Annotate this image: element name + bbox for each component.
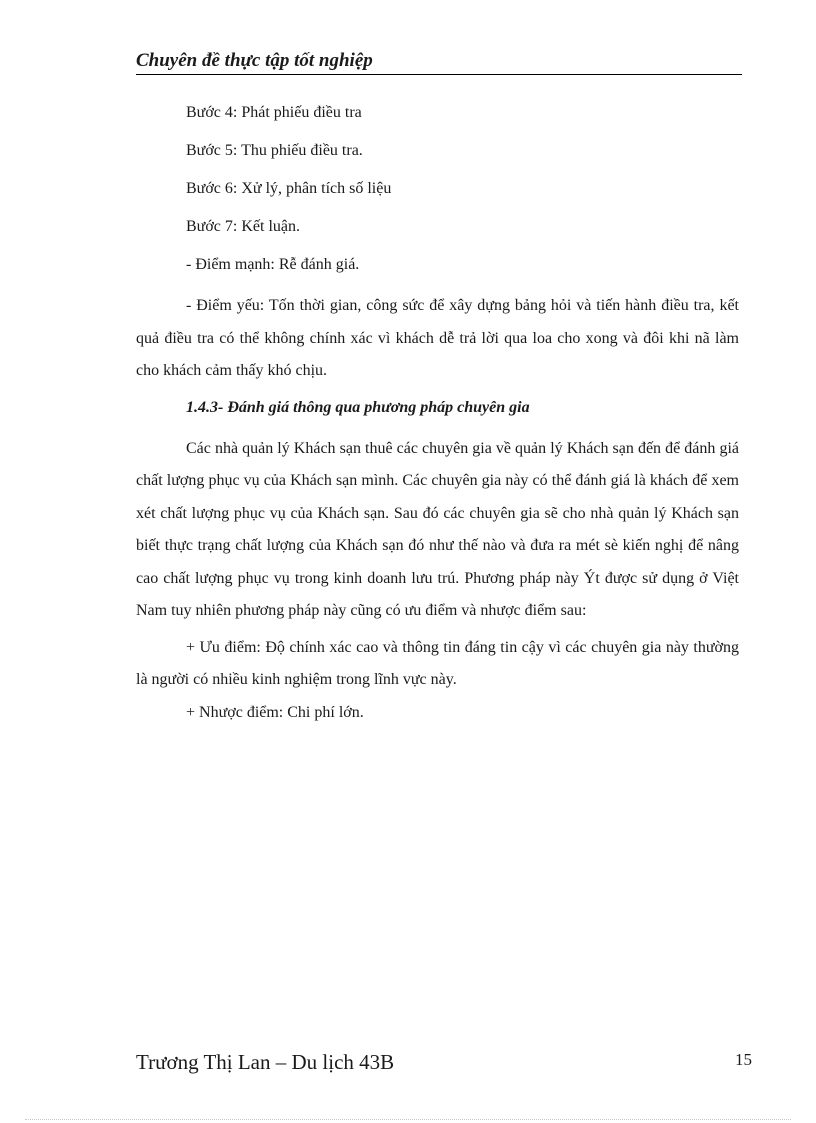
strength-line: - Điểm mạnh: Rễ đánh giá. — [186, 256, 360, 273]
expert-method-paragraph: Các nhà quản lý Khách sạn thuê các chuyên gia về quản lý Khách sạn đến để đánh giá chất lượng phục vụ của Khách sạn mình. Các chuyên gia này có thể đánh giá là khách để xem xét chất lượng phục vụ của Khách sạn. Sau đó các chuyên gia sẽ cho nhà quản lý Khách sạn biết thực trạng chất lượng của Khách sạn đó như thế nào và đưa ra mét sè kiến nghị để nâng cao chất lượng phục vụ trong kinh doanh lưu trú. Phương pháp này Ýt được sử dụng ở Việt Nam tuy nhiên phương pháp này cũng có ưu điểm và nhược điểm sau: — [136, 439, 739, 619]
step-7: Bước 7: Kết luận. — [186, 218, 300, 235]
page-border-dotted — [25, 1119, 791, 1120]
section-heading: 1.4.3- Đánh giá thông qua phương pháp chuyên gia — [186, 398, 530, 416]
page-number: 15 — [735, 1050, 752, 1069]
page-header: Chuyên đề thực tập tốt nghiệp — [136, 50, 742, 75]
weakness-paragraph: - Điểm yếu: Tốn thời gian, công sức để xây dựng bảng hỏi và tiến hành điều tra, kết quả điều tra có thể không chính xác vì khách dễ trả lời qua loa cho xong và đôi khi nã làm cho khách cảm thấy khó chịu. — [136, 297, 739, 379]
step-6: Bước 6: Xử lý, phân tích số liệu — [186, 180, 392, 197]
disadvantage-paragraph: + Nhược điểm: Chi phí lớn. — [186, 703, 364, 721]
step-4: Bước 4: Phát phiếu điều tra — [186, 104, 362, 121]
advantage-paragraph: + Ưu điểm: Độ chính xác cao và thông tin đáng tin cậy vì các chuyên gia này thường là người có nhiều kinh nghiệm trong lĩnh vực này. — [136, 638, 739, 688]
footer-author: Trương Thị Lan – Du lịch 43B — [136, 1050, 395, 1074]
step-5: Bước 5: Thu phiếu điều tra. — [186, 142, 363, 159]
page-body — [136, 100, 739, 729]
